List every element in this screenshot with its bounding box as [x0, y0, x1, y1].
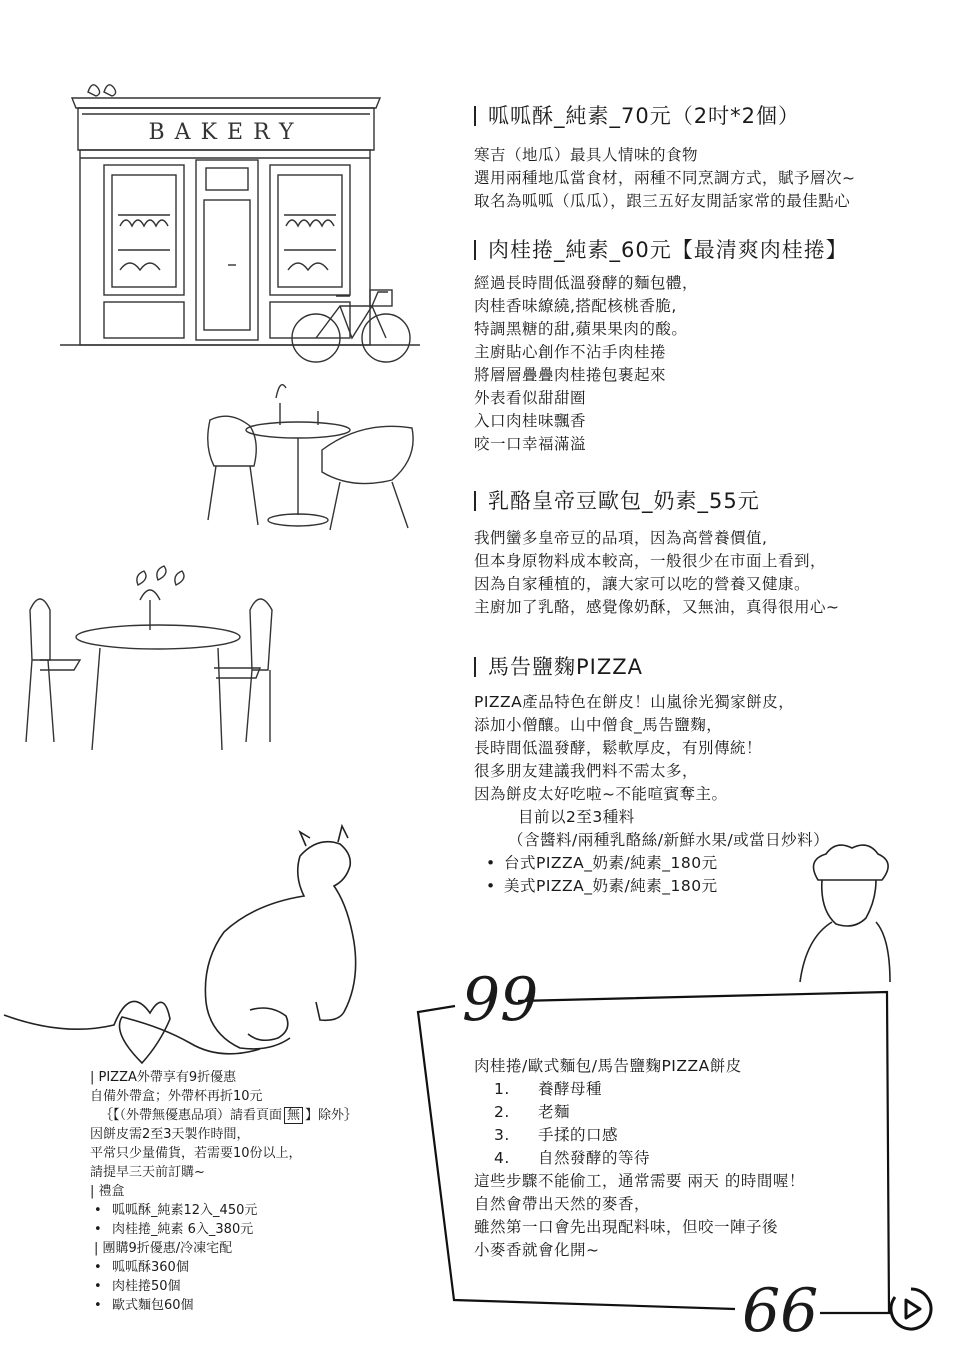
info-block: [90, 1068, 357, 1315]
section-lima-bean-bread: [474, 485, 840, 619]
play-next-icon[interactable]: [888, 1286, 934, 1332]
gift-title: | 禮盒: [90, 1184, 125, 1199]
body-line: 我們蠻多皇帝豆的品項，因為高營養價值,: [474, 529, 768, 547]
section-title: [474, 100, 856, 130]
body-line: 添加小僧釀。山中僧食_馬告鹽麴，: [474, 716, 723, 734]
section-title-text: 呱呱酥_純素_70元（2吋*2個）: [488, 104, 800, 128]
section-cinnamon-roll: [474, 234, 848, 456]
list-item: • 肉桂捲50個: [90, 1277, 357, 1296]
step-text: 自然發酵的等待: [538, 1149, 651, 1167]
body-line: 經過長時間低溫發酵的麵包體，: [474, 274, 699, 292]
list-item: • 肉桂捲_純素 6入_380元: [90, 1220, 357, 1239]
group-buy-list: [90, 1258, 357, 1315]
gift-list: [90, 1201, 357, 1239]
list-item: • 呱呱酥_純素12入_450元: [90, 1201, 357, 1220]
info-line: 因餅皮需2至3天製作時間，: [90, 1127, 250, 1142]
body-line: PIZZA產品特色在餅皮！山嵐徐光獨家餅皮，: [474, 693, 795, 711]
section-pizza: [474, 651, 829, 898]
step-item: [474, 1101, 805, 1124]
step-text: 老麵: [538, 1103, 571, 1121]
quote-heading: 肉桂捲/歐式麵包/馬告鹽麴PIZZA餅皮: [474, 1057, 742, 1075]
quote-body-line: 這些步驟不能偷工，通常需要 兩天 的時間喔！: [474, 1172, 805, 1190]
section-title-text: 乳酪皇帝豆歐包_奶素_55元: [488, 489, 760, 513]
body-line: 選用兩種地瓜當食材，兩種不同烹調方式，賦予層次~: [474, 169, 856, 187]
section-body: [474, 272, 848, 456]
body-line: 因為餅皮太好吃啦~不能喧賓奪主。: [474, 785, 728, 803]
section-title: [474, 485, 840, 515]
step-item: [474, 1147, 805, 1170]
info-line: 】除外｝: [305, 1108, 358, 1123]
body-line: 將層層疊疊肉桂捲包裹起來: [474, 366, 667, 384]
body-line: （含醬料/兩種乳酪絲/新鮮水果/或當日炒料）: [508, 831, 830, 849]
info-line-with-stamp: [90, 1106, 357, 1125]
body-line: 肉桂香味繚繞,搭配核桃香脆,: [474, 297, 677, 315]
info-line: 平常只少量備貨，若需要10份以上，: [90, 1146, 302, 1161]
step-item: [474, 1124, 805, 1147]
list-item: • 呱呱酥360個: [90, 1258, 357, 1277]
body-line: 目前以2至3種料: [518, 808, 635, 826]
body-line: 特調黑糖的甜,蘋果果肉的酸。: [474, 320, 688, 338]
info-line: 請提早三天前訂購~: [90, 1165, 205, 1180]
step-text: 養酵母種: [538, 1080, 603, 1098]
step-text: 手揉的口感: [538, 1126, 619, 1144]
body-line: 因為自家種植的，讓大家可以吃的營養又健康。: [474, 575, 811, 593]
body-line: 但本身原物料成本較高，一般很少在市面上看到，: [474, 552, 827, 570]
step-item: [474, 1078, 805, 1101]
section-title-text: 肉桂捲_純素_60元【最清爽肉桂捲】: [488, 238, 848, 262]
quote-body-line: 自然會帶出天然的麥香，: [474, 1195, 651, 1213]
bakery-sign-text: BAKERY: [148, 120, 304, 145]
body-line: 入口肉桂味飄香: [474, 412, 587, 430]
step-number: 3.: [494, 1126, 510, 1144]
quote-body-line: 小麥香就會化開~: [474, 1241, 600, 1259]
section-body: [474, 527, 840, 619]
info-line: | PIZZA外帶享有9折優惠: [90, 1070, 237, 1085]
quote-content: [474, 1055, 805, 1262]
body-line: 主廚貼心創作不沾手肉桂捲: [474, 343, 667, 361]
step-number: 4.: [494, 1149, 510, 1167]
body-line: 取名為呱呱（瓜瓜），跟三五好友閒話家常的最佳點心: [474, 192, 851, 210]
info-line: 自備外帶盒；外帶杯再折10元: [90, 1089, 263, 1104]
body-line: 很多朋友建議我們料不需太多，: [474, 762, 699, 780]
body-line: 外表看似甜甜圈: [474, 389, 587, 407]
step-number: 1.: [494, 1080, 510, 1098]
body-line: 咬一口幸福滿溢: [474, 435, 587, 453]
quote-close-mark: 66: [742, 1276, 819, 1346]
list-item: • 歐式麵包60個: [90, 1296, 357, 1315]
list-item: • 台式PIZZA_奶素/純素_180元: [482, 852, 829, 875]
body-line: 長時間低溫發酵，鬆軟厚皮，有別傳統！: [474, 739, 763, 757]
info-line: ｛【（外帶無優惠品項）請看頁面: [100, 1108, 283, 1123]
section-guagua: [474, 100, 856, 213]
section-body: [474, 144, 856, 213]
group-buy-title: | 團購9折優惠/冷凍宅配: [94, 1241, 233, 1256]
quote-open-mark: 99: [462, 965, 539, 1035]
section-title-text: 馬告鹽麴PIZZA: [488, 655, 643, 679]
quote-body-line: 雖然第一口會先出現配料味，但咬一陣子後: [474, 1218, 779, 1236]
body-line: 寒吉（地瓜）最具人情味的食物: [474, 146, 699, 164]
section-body: [474, 691, 829, 898]
steps-list: [474, 1078, 805, 1170]
section-title: [474, 234, 848, 264]
body-line: 主廚加了乳酪，感覺像奶酥，又無油，真得很用心~: [474, 598, 840, 616]
list-item: • 美式PIZZA_奶素/純素_180元: [482, 875, 829, 898]
step-number: 2.: [494, 1103, 510, 1121]
pizza-list: [482, 852, 829, 898]
stamp-box: 無: [284, 1107, 303, 1124]
section-title: [474, 651, 829, 681]
